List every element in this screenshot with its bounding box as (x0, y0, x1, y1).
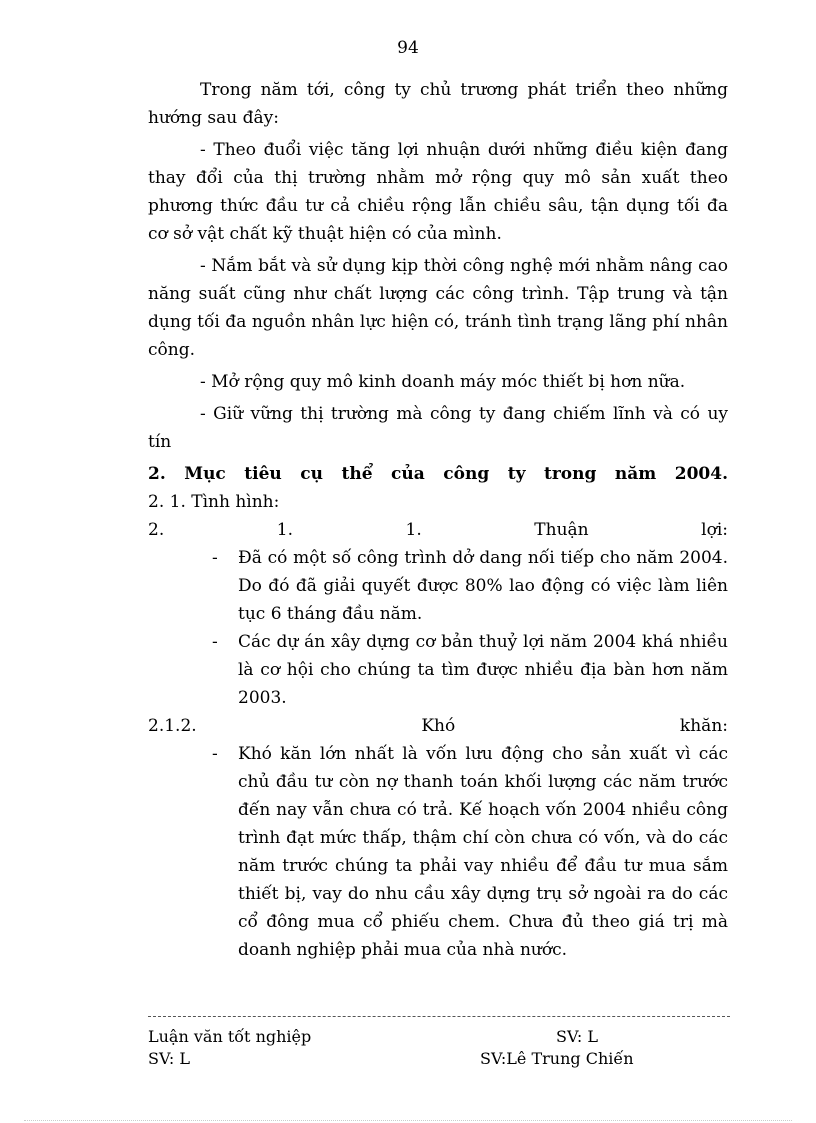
footer-student-left: SV: L (148, 1049, 191, 1068)
intro-point: - Giữ vững thị trường mà công ty đang chiếm lĩnh và có uy tín (148, 404, 728, 452)
advantage-text: Đã có một số công trình dở dang nối tiếp cho năm 2004. Do đó đã giải quyết được 80% lao động có việc làm liên tục 6 tháng đầu năm. (238, 548, 728, 624)
advantages-heading: 2. 1. 1. Thuận lợi: (148, 520, 728, 540)
page-number: 94 (397, 38, 419, 58)
intro-paragraph: Trong năm tới, công ty chủ trương phát triển theo những hướng sau đây: (148, 80, 728, 128)
footer-student-short: SV: L (556, 1027, 599, 1046)
page-bottom-border (24, 1120, 792, 1121)
intro-point: - Nắm bắt và sử dụng kịp thời công nghệ mới nhằm nâng cao năng suất cũng như chất lượng các công trình. Tập trung và tận dụng tối đa nguồn nhân lực hiện có, tránh tình trạng lãng phí nhân công. (148, 256, 728, 360)
document-body (148, 76, 728, 964)
footer-divider (148, 1016, 730, 1017)
subsection-heading: 2. 1. Tình hình: (148, 492, 280, 512)
bullet-dash: - (212, 744, 218, 764)
bullet-dash: - (212, 632, 218, 652)
list-item (148, 740, 728, 964)
section-heading: 2. Mục tiêu cụ thể của công ty trong năm 2004. (148, 464, 728, 484)
footer-thesis-label: Luận văn tốt nghiệp (148, 1027, 312, 1046)
intro-point: - Mở rộng quy mô kinh doanh máy móc thiết bị hơn nữa. (200, 372, 686, 392)
bullet-dash: - (212, 548, 218, 568)
difficulties-heading: 2.1.2. Khó khăn: (148, 716, 728, 736)
difficulty-text: Khó kăn lớn nhất là vốn lưu động cho sản xuất vì các chủ đầu tư còn nợ thanh toán khối lượng các năm trước đến nay vẫn chưa có trả. Kế hoạch vốn 2004 nhiều công trình đạt mức thấp, thậm chí còn chưa có vốn, và do các năm trước chúng ta phải vay nhiều để đầu tư mua sắm thiết bị, vay do nhu cầu xây dựng trụ sở ngoài ra do các cổ đông mua cổ phiếu chem. Chưa đủ theo giá trị mà doanh nghiệp phải mua của nhà nước. (238, 744, 728, 960)
advantage-text: Các dự án xây dựng cơ bản thuỷ lợi năm 2004 khá nhiều là cơ hội cho chúng ta tìm được nhiều địa bàn hơn năm 2003. (238, 632, 728, 708)
footer-student-name: SV:Lê Trung Chiến (480, 1049, 634, 1068)
intro-point: - Theo đuổi việc tăng lợi nhuận dưới những điều kiện đang thay đổi của thị trường nhằm mở rộng quy mô sản xuất theo phương thức đầu tư cả chiều rộng lẫn chiều sâu, tận dụng tối đa cơ sở vật chất kỹ thuật hiện có của mình. (148, 140, 728, 244)
list-item (148, 544, 728, 628)
list-item (148, 628, 728, 712)
